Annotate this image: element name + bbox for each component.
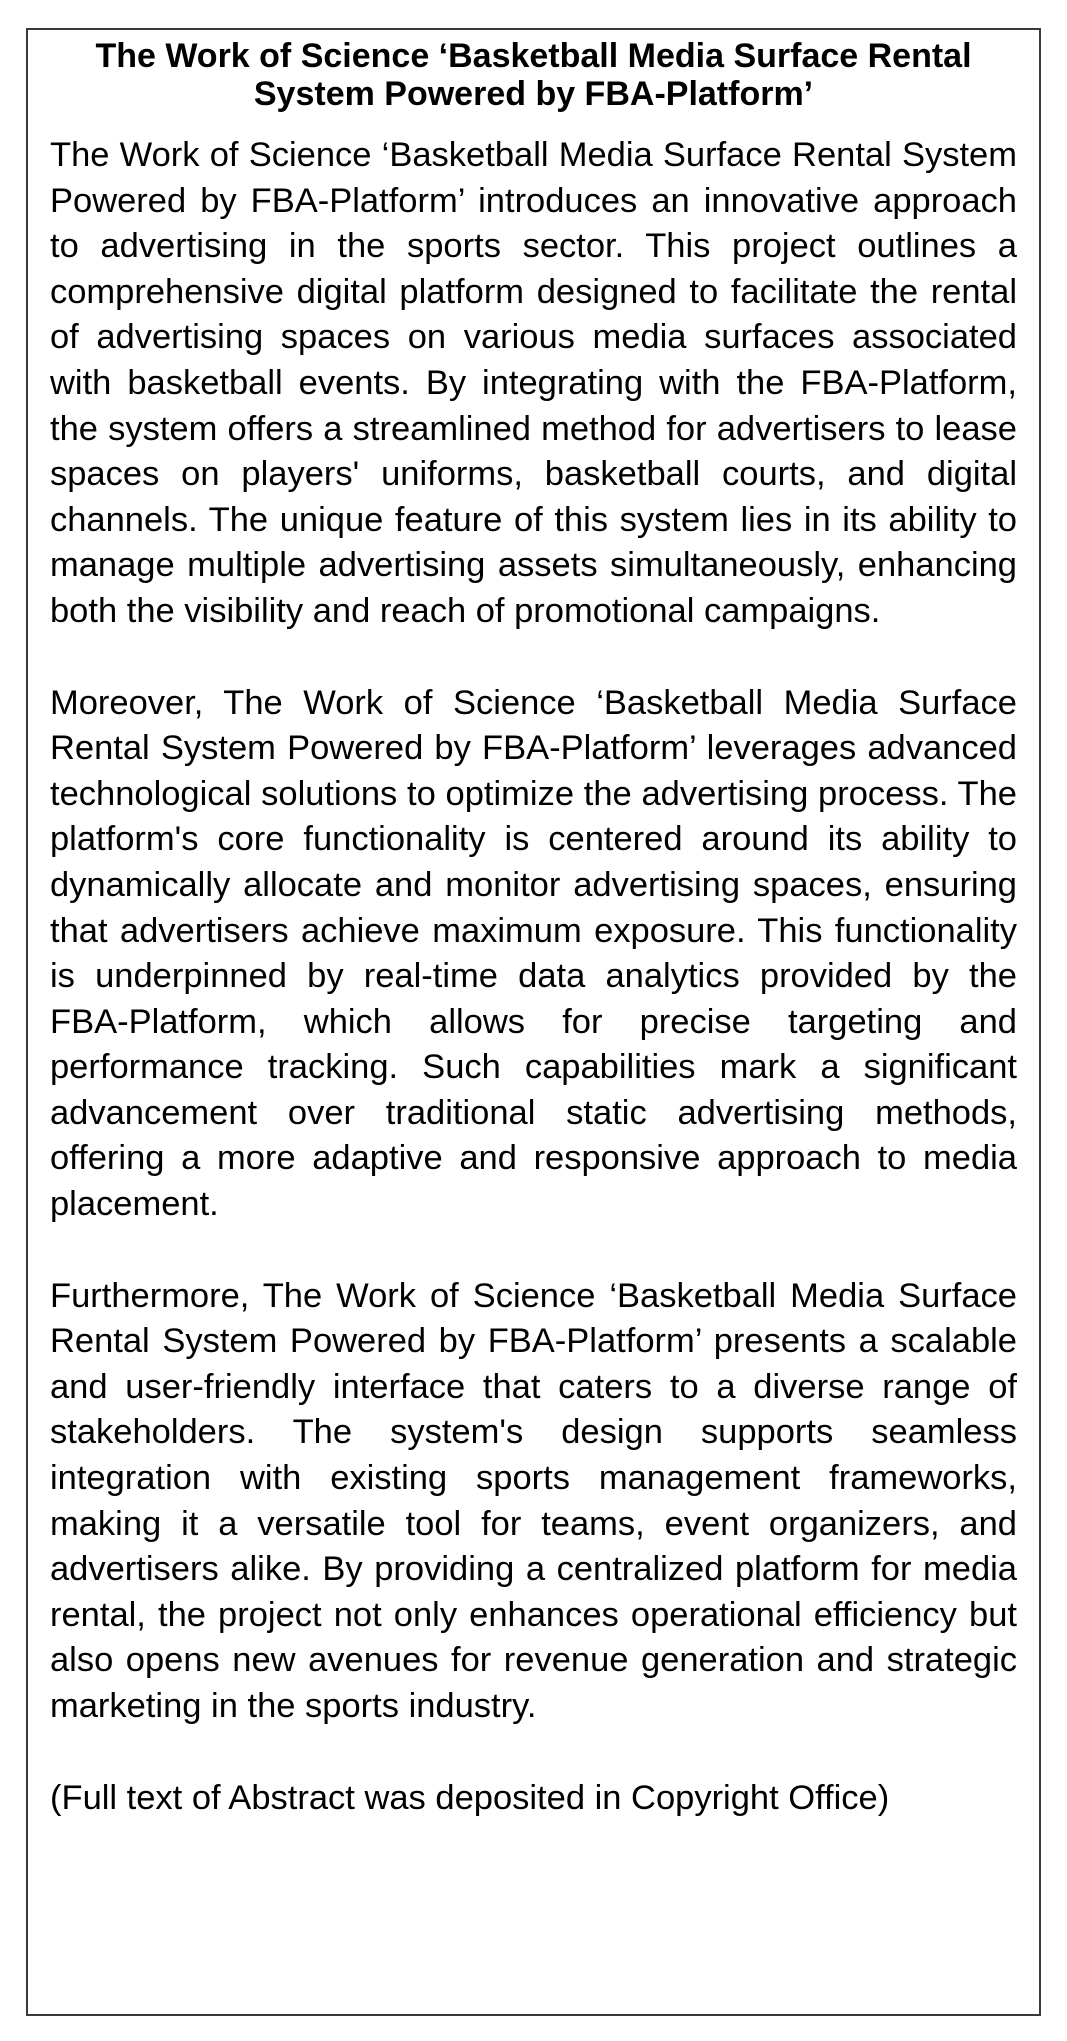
abstract-box [26,28,1041,2016]
abstract-paragraph-3: Furthermore, The Work of Science ‘Basketball Media Surface Rental System Powered by FBA-Platform’ presents a scalable and user-friendly interface that caters to a diverse range of stakeholders. The system's design supports seamless integration with existing sports management frameworks, making it a versatile tool for teams, event organizers, and advertisers alike. By providing a centralized platform for media rental, the project not only enhances operational efficiency but also opens new avenues for revenue generation and strategic marketing in the sports industry. [50,1276,1017,1725]
document-title: The Work of Science ‘Basketball Media Surface Rental System Powered by FBA-Platform’ [95,37,972,113]
abstract-body [50,133,1017,1821]
deposit-note: (Full text of Abstract was deposited in Copyright Office) [50,1778,890,1817]
abstract-paragraph-1: The Work of Science ‘Basketball Media Surface Rental System Powered by FBA-Platform’ introduces an innovative approach to advertising in the sports sector. This project outlines a comprehensive digital platform designed to facilitate the rental of advertising spaces on various media surfaces associated with basketball events. By integrating with the FBA-Platform, the system offers a streamlined method for advertisers to lease spaces on players' uniforms, basketball courts, and digital channels. The unique feature of this system lies in its ability to manage multiple advertising assets simultaneously, enhancing both the visibility and reach of promotional campaigns. [50,136,1017,630]
abstract-paragraph-2: Moreover, The Work of Science ‘Basketball Media Surface Rental System Powered by FBA-Platform’ leverages advanced technological solutions to optimize the advertising process. The platform's core functionality is centered around its ability to dynamically allocate and monitor advertising spaces, ensuring that advertisers achieve maximum exposure. This functionality is underpinned by real-time data analytics provided by the FBA-Platform, which allows for precise targeting and performance tracking. Such capabilities mark a significant advancement over traditional static advertising methods, offering a more adaptive and responsive approach to media placement. [50,683,1017,1224]
